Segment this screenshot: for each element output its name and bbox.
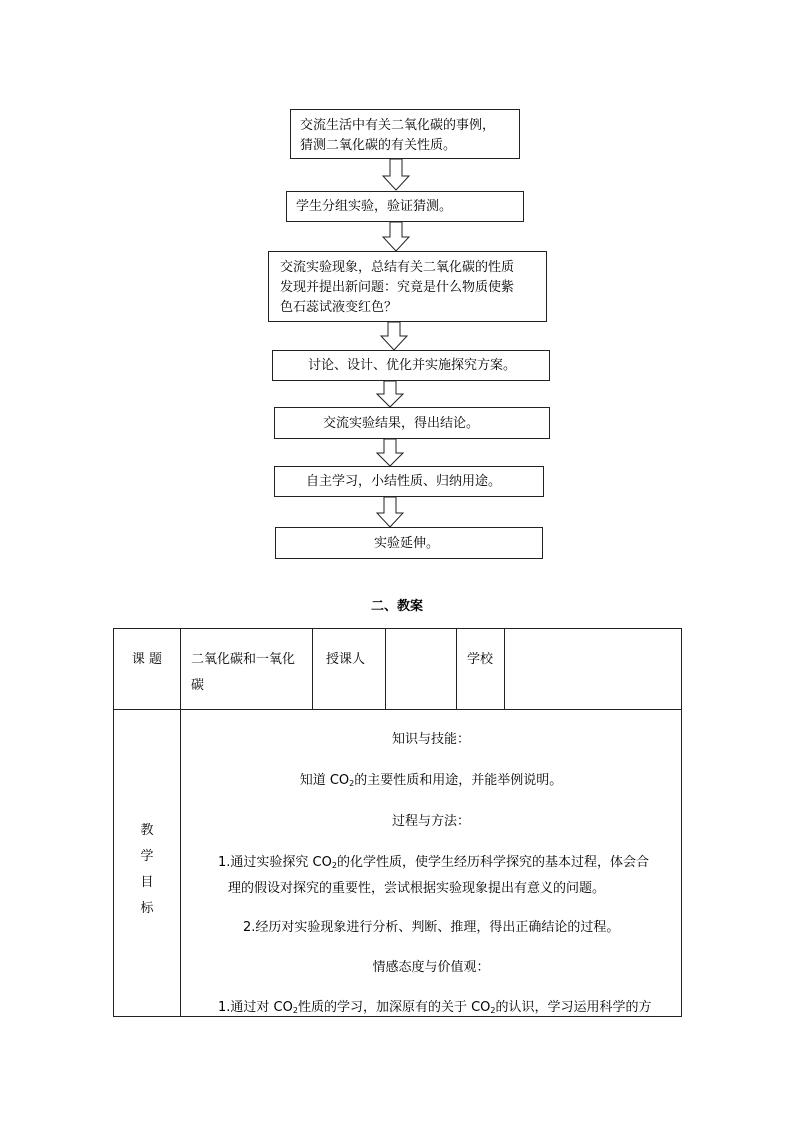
objectives-side-cell (114, 710, 181, 1017)
flow-arrow-3 (380, 322, 408, 351)
teacher-label: 授课人 (326, 652, 366, 667)
flow-arrow-2 (382, 222, 410, 252)
section-title: 二、教案 (370, 599, 423, 614)
flow-step-4 (272, 350, 550, 381)
flow-step-6 (274, 466, 544, 497)
co2-text: 知道 CO (299, 773, 350, 788)
objectives-content (181, 710, 681, 1016)
subscript: 2 (490, 1006, 496, 1015)
side-char-2: 学 (140, 849, 154, 864)
flow-step-3-line-2: 发现并提出新问题：究竟是什么物质使紫 (280, 280, 515, 295)
flow-step-3-line-1: 交流实验现象，总结有关二氧化碳的性质 (280, 260, 515, 275)
teacher-value-cell (386, 629, 457, 710)
school-label: 学校 (467, 652, 494, 667)
attitude-item-mid: 性质的学习，加深原有的关于 CO (297, 1000, 491, 1015)
flow-step-5 (274, 407, 550, 439)
objectives-row (114, 710, 682, 1017)
school-value-cell (505, 629, 682, 710)
attitude-item-pre: 1.通过对 CO (218, 1000, 293, 1015)
flow-step-5-line-1: 交流实验结果，得出结论。 (323, 416, 480, 431)
lesson-plan-table (113, 628, 682, 1017)
flow-step-7-line-1: 实验延伸。 (374, 536, 440, 551)
process-item-1-line-1 (218, 851, 649, 870)
flow-arrow-4 (376, 381, 404, 408)
flow-step-2 (286, 191, 524, 222)
subscript: 2 (292, 1006, 298, 1015)
teacher-label-cell (313, 629, 386, 710)
flow-arrow-5 (376, 439, 404, 467)
knowledge-text (181, 769, 681, 788)
teacher-value (386, 629, 456, 647)
knowledge-text-rest: 的主要性质和用途，并能举例说明。 (354, 773, 563, 788)
flow-step-7 (275, 527, 543, 559)
knowledge-heading: 知识与技能： (391, 732, 470, 747)
side-char-1: 教 (140, 823, 154, 838)
flow-step-3-line-3: 色石蕊试液变红色？ (280, 300, 398, 315)
attitude-heading: 情感态度与价值观： (372, 960, 490, 975)
flow-step-1 (290, 109, 520, 159)
process-item-1-line-2: 理的假设对探究的重要性，尝试根据实验现象提出有意义的问题。 (228, 881, 606, 896)
attitude-item-post: 的认识，学习运用科学的方 (495, 1000, 652, 1015)
topic-value: 二氧化碳和一氧化碳 (191, 652, 296, 693)
process-heading: 过程与方法： (391, 814, 470, 829)
process-item-1-pre: 1.通过实验探究 CO (218, 855, 332, 870)
flow-arrow-1 (382, 159, 410, 191)
process-item-2: 2.经历对实验现象进行分析、判断、推理，得出正确结论的过程。 (243, 920, 620, 935)
flow-step-3 (268, 251, 547, 322)
school-value (505, 629, 681, 647)
flow-step-4-line-1: 讨论、设计、优化并实施探究方案。 (308, 358, 517, 373)
flow-step-6-line-1: 自主学习，小结性质、归纳用途。 (306, 474, 502, 489)
side-char-3: 目 (140, 875, 154, 890)
attitude-item-1 (218, 996, 652, 1015)
subscript: 2 (331, 861, 337, 870)
subscript: 2 (349, 779, 355, 788)
objectives-content-cell (181, 710, 682, 1017)
objectives-side-label (114, 710, 180, 922)
flow-arrow-6 (376, 497, 404, 528)
side-char-4: 标 (140, 901, 154, 916)
flow-step-1-line-1: 交流生活中有关二氧化碳的事例， (300, 118, 496, 133)
topic-label-cell (114, 629, 181, 710)
flow-step-1-line-2: 猜测二氧化碳的有关性质。 (300, 138, 457, 153)
topic-value-cell (181, 629, 313, 710)
table-header-row (114, 629, 682, 710)
flow-step-2-line-1: 学生分组实验，验证猜测。 (296, 199, 453, 214)
process-item-1-post: 的化学性质，使学生经历科学探究的基本过程，体会合 (336, 855, 649, 870)
school-label-cell (457, 629, 505, 710)
topic-label: 课 题 (131, 652, 163, 667)
